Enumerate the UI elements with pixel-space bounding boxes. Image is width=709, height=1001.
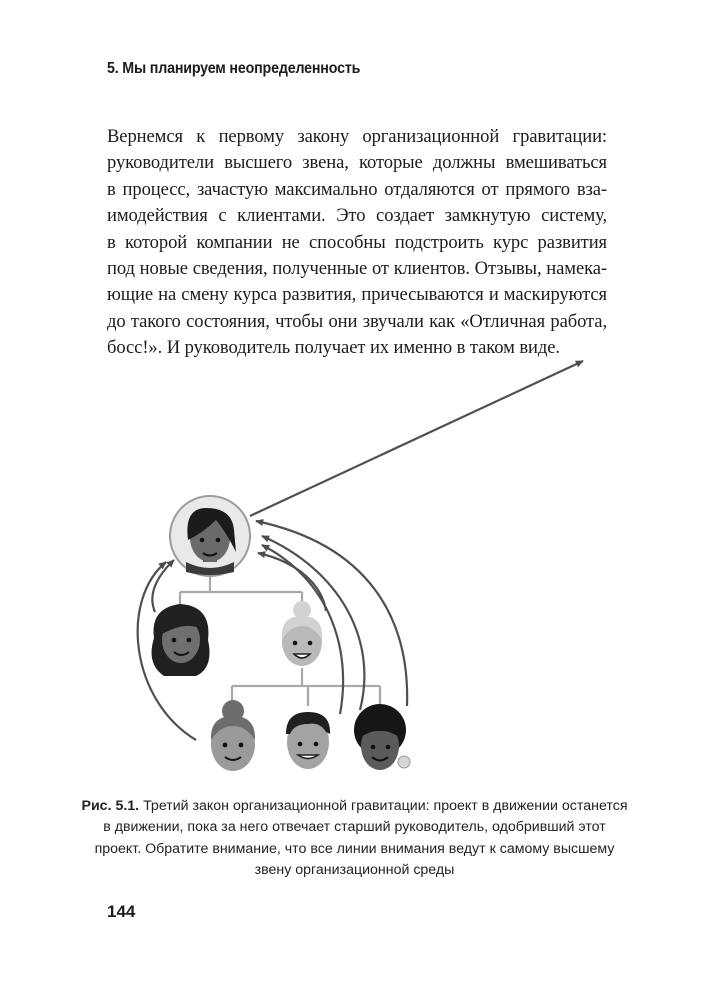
body-line: имодействия с клиентами. Это создает замкнутую систему, bbox=[107, 205, 607, 227]
avatar-employee-1 bbox=[211, 700, 255, 771]
arrow-from-manager-left bbox=[152, 560, 174, 612]
org-gravity-figure bbox=[0, 340, 709, 790]
body-line: Вернемся к первому закону организационной гравитации: bbox=[107, 126, 607, 147]
arrow-from-manager-right bbox=[258, 553, 326, 611]
arrow-from-employee-3-outer bbox=[256, 521, 407, 706]
avatar-employee-3 bbox=[354, 704, 410, 770]
page-number: 144 bbox=[107, 902, 136, 921]
avatar-employee-2 bbox=[286, 712, 330, 769]
arrow-to-outside bbox=[250, 361, 583, 516]
figure-caption bbox=[80, 796, 629, 882]
avatar-manager-left bbox=[152, 604, 210, 676]
caption-label: Рис. 5.1. bbox=[81, 798, 140, 814]
body-paragraph bbox=[107, 124, 607, 362]
body-line: под новые сведения, полученные от клиентов. Отзывы, намека- bbox=[107, 258, 607, 280]
body-line: в которой компании не способны подстроить курс развития bbox=[107, 231, 607, 253]
hierarchy-connectors bbox=[180, 573, 380, 706]
chapter-header: 5. Мы планируем неопределенность bbox=[107, 60, 361, 77]
body-line: руководители высшего звена, которые должны вмешиваться bbox=[107, 152, 607, 174]
caption-text: Третий закон организационной гравитации: проект в движении останется в движении, пока за него отвечает старший руководитель, одобривший этот проект. Обратите внимание, что все линии внимания ведут к самому высшему звену организационной среды bbox=[94, 798, 628, 879]
body-line: ющие на смену курса развития, причесываются и маскируются bbox=[107, 284, 607, 306]
avatar-senior-leader bbox=[170, 496, 250, 576]
avatar-manager-right bbox=[282, 601, 322, 666]
body-line: босс!». И руководитель получает их именно в таком виде. bbox=[107, 337, 560, 359]
body-line: в процесс, зачастую максимально отдаляются от прямого вза- bbox=[107, 178, 607, 200]
body-line: до такого состояния, чтобы они звучали как «Отличная работа, bbox=[107, 310, 607, 332]
